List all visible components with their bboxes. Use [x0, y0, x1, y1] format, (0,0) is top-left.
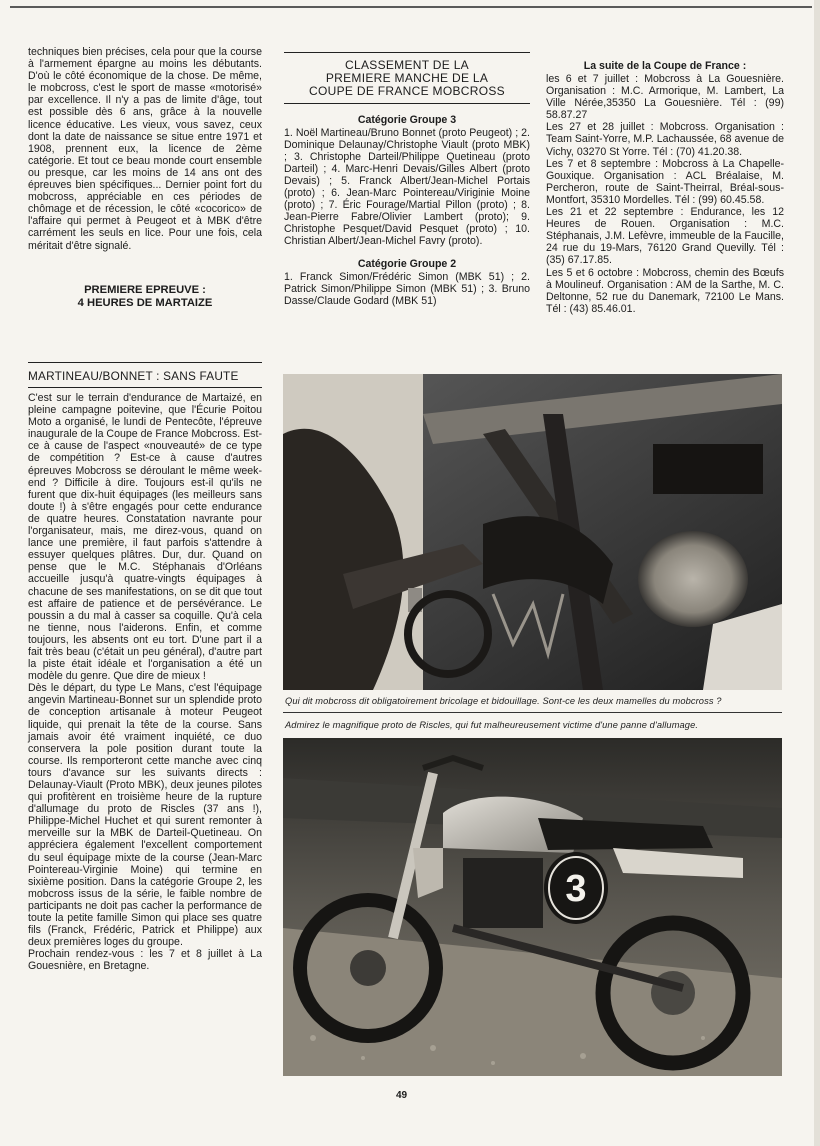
classement-line-1: CLASSEMENT DE LA — [345, 58, 469, 72]
caption-photo-1: Qui dit mobcross dit obligatoirement bricolage et bidouillage. Sont-ce les deux mamelles du mobcross ? — [285, 696, 722, 706]
photo-engine-closeup — [283, 374, 782, 690]
classement-heading — [284, 52, 530, 104]
photo-bike-illustration — [283, 738, 782, 1076]
suite-schedule: les 6 et 7 juillet : Mobcross à La Gouesnière. Organisation : M.C. Armorique, M. Lambert, La Ville Nérée,35350 La Gouesnière. Tél : (99) 58.87.27 Les 27 et 28 juillet : Mobcross. Organisation : Team Saint-Yorre, M.P. Lachaussée, 68 avenue de Vichy, 03270 St Yorre. Tél : (70) 41.20.38. Les 7 et 8 septembre : Mobcross à La Chapelle-Gouxique. Organisation : ACL Bréalaise, M. Percheron, route de Saint-Theirral, Bréal-sous-Montfort, 35310 Mordelles. Tél : (99) 60.45.58. Les 21 et 22 septembre : Endurance, les 12 Heures de Rouen. Organisation : M.C. Stéphanais, J.M. Lefèvre, immeuble de la Faucille, 24 rue du 19-Mars, 76120 Grand Quevilly. Tél : (35) 67.17.85. Les 5 et 6 octobre : Mobcross, chemin des Bœufs à Moulineuf. Organisation : AM de la Sarthe, M. C. Deltonne, 52 rue du Danemark, 72100 Le Mans. Tél : (43) 85.46.01. — [546, 73, 784, 315]
article-paragraph-1: C'est sur le terrain d'endurance de Martaizé, en pleine campagne poitevine, que l'Écurie Poitou Moto a organisé, le lundi de Pentecôte, l'épreuve inaugurale de la Coupe de France Mobcross. Est-ce à cause de l'aspect «nouveauté» de ce type de compétition ? Est-ce à cause d'autres épreuves Mobcross se déroulant le même week-end ? Difficile à dire. Toujours est-il qu'ils ne furent que dix-huit équipages (les meilleurs sans doute !) à s'être engagés pour cette endurance de quatre heures. Constatation navrante pour l'organisateur, mais, me direz-vous, quand on lance une première, il faut parfois s'attendre à essuyer quelques plâtres. Dur, dur. Quand on pense que le M.C. Stéphanais d'Orléans accueille jusqu'à quatre-vingts équipages à chacune de ses manifestations, on se dit que tout est affaire de patience et de persévérance. Le poussin a du mal à casser sa coquille. Qu'à cela ne tienne, nous l'aiderons. Enfin, et comme toujours, les absents ont eu tort. D'une part il a fait très beau (c'était un peu général), d'autre part la piste était idéale et l'organisation a été un modèle du genre. Que dire de mieux ! — [28, 392, 262, 683]
epreuve-title-line-1: PREMIERE EPREUVE : — [84, 283, 206, 296]
caption-photo-2: Admirez le magnifique proto de Riscles, qui fut malheureusement victime d'une panne d'allumage. — [285, 720, 699, 730]
page-number: 49 — [396, 1090, 408, 1101]
article-subheading: MARTINEAU/BONNET : SANS FAUTE — [28, 362, 262, 388]
classement-line-2: PREMIERE MANCHE DE LA — [325, 71, 489, 86]
article-paragraph-3: Prochain rendez-vous : les 7 et 8 juillet à La Gouesnière, en Bretagne. — [28, 948, 262, 973]
classement-column — [284, 52, 530, 307]
page-right-edge — [814, 0, 820, 1146]
category-2-results: 1. Franck Simon/Frédéric Simon (MBK 51) ; 2. Patrick Simon/Philippe Simon (MBK 51) ; 3. Bruno Dasse/Claude Godard (MBK 51) — [284, 270, 530, 307]
category-3-results: 1. Noël Martineau/Bruno Bonnet (proto Peugeot) ; 2. Dominique Delaunay/Christophe Viault (proto MBK) ; 3. Christophe Darteil/Philippe Quetineau (proto Darteil) ; 4. Marc-Henri Devais/Gilles Albert (proto Devais) ; 5. Franck Albert/Jean-Michel Portais (proto) ; 6. Jean-Marc Pointereau/Viriginie Moine (proto) ; 7. Éric Fourage/Martial Pillon (proto) ; 8. Jean-Pierre Fabre/Olivier Lambert (proto); 9. Christophe Pesquet/David Pesquet (proto) ; 10. Christian Albert/Jean-Michel Favry (proto). — [284, 126, 530, 248]
category-2-title: Catégorie Groupe 2 — [357, 257, 457, 270]
intro-paragraph: techniques bien précises, cela pour que la course à l'armement épargne au moins les débutants. D'où le côté économique de la chose. De même, le mobcross, c'est le sport de masse «motorisé» par excellence. Il n'y a pas de limite d'âge, tout est possible dès 6 ans, grâce à la nouvelle licence éducative. Les vieux, vous savez, ceux dont la date de naissance se situe entre 1971 et 1908, prennent eux, la licence de 2ème catégorie. Et tout ce beau monde court ensemble ou presque, car les moins de 14 ans ont des épreuves bien spécifiques... Dernier point fort du mobcross, appréciable en ces périodes de chômage et de récession, le côté «cocorico» de l'affaire qui permet à Peugeot et à MBK d'être carrément les seuls en lice. Pour une fois, cela méritait d'être signalé. — [28, 46, 262, 252]
left-column-article — [28, 392, 262, 973]
epreuve-title — [28, 284, 262, 310]
classement-line-3: COUPE DE FRANCE MOBCROSS — [309, 84, 505, 99]
suite-column — [546, 60, 784, 315]
left-column-intro — [28, 46, 262, 310]
epreuve-title-line-2: 4 HEURES DE MARTAIZE — [77, 296, 213, 309]
article-paragraph-2: Dès le départ, du type Le Mans, c'est l'équipage angevin Martineau-Bonnet sur un splendide proto de conception artisanale à moteur Peugeot liquide, qui prenait la tête de la course. Sans jamais avoir été vraiment inquiété, ce duo conservera la pole position durant toute la course. Ils remporteront cette manche avec cinq tours d'avance sur les suivants directs : Delaunay-Viault (Proto MBK), deux jeunes pilotes qui profitèrent en troisième heure de la rupture d'allumage du proto de Riscles (37 ans !), Philippe-Michel Huchet et qui surent remonter à merveille sur la MBK de Darteil-Quetineau. On appréciera également l'excellent comportement du seul équipage mixte de la course (Jean-Marc Pointereau-Virginie Moine) qui termine en sixième position. Dans la catégorie Groupe 2, les mobcross issus de la série, le faible nombre de participants ne doit pas cacher la performance de toute la petite famille Simon qui place ses quatre fils (Franck, Frédéric, Patrick et Philippe) aux deux premières loges du groupe. — [28, 682, 262, 949]
photo-engine-illustration — [283, 374, 782, 690]
suite-title: La suite de la Coupe de France : — [583, 60, 747, 72]
caption-divider — [283, 712, 782, 713]
photo-riscles-proto — [283, 738, 782, 1076]
category-3-title: Catégorie Groupe 3 — [357, 113, 457, 126]
bike-number-plate: 3 — [565, 868, 587, 910]
top-rule — [10, 6, 812, 8]
